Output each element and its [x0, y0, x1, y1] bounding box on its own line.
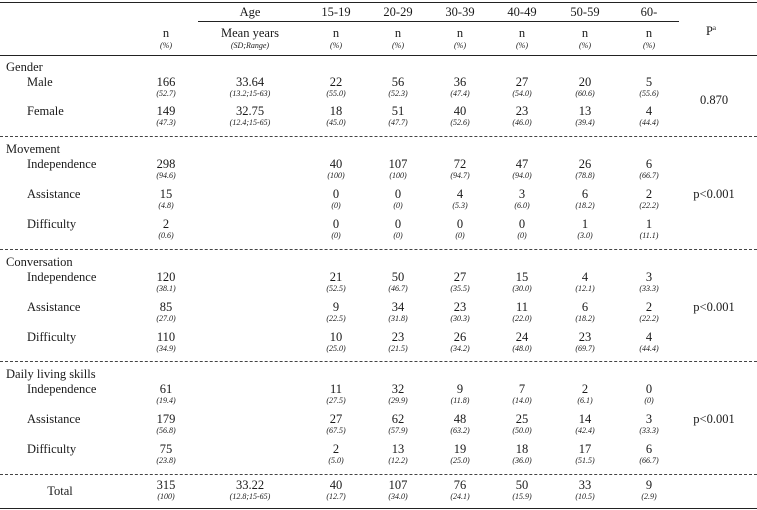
row-label: Difficulty — [27, 217, 77, 231]
mean-years-value: 33.64 — [235, 75, 265, 89]
age-group-value: 0 — [456, 217, 464, 231]
age-group-percent: (35.5) — [450, 284, 470, 293]
row-label: Difficulty — [27, 442, 77, 456]
age-group-percent: (33.3) — [639, 426, 659, 435]
age-group-value: 56 — [391, 75, 405, 89]
age-n-header: n — [518, 26, 526, 40]
age-group-percent: (11.8) — [450, 396, 470, 405]
age-group-value: 24 — [515, 330, 529, 344]
total-age-group-percent: (34.0) — [388, 492, 408, 501]
age-group-percent: (6.0) — [514, 201, 530, 210]
age-group-value: 23 — [391, 330, 405, 344]
age-group-value: 18 — [515, 442, 529, 456]
age-group-value: 26 — [578, 157, 592, 171]
age-group-percent: (22.2) — [639, 201, 659, 210]
total-n-percent: (100) — [157, 492, 175, 501]
age-group-percent: (52.5) — [326, 284, 346, 293]
age-group-percent: (60.6) — [575, 89, 595, 98]
age-percent-header: (%) — [392, 41, 404, 50]
mean-sub-header: (SD;Range) — [230, 41, 270, 50]
p-value: p<0.001 — [693, 300, 735, 314]
age-group-percent: (22.2) — [639, 314, 659, 323]
row-label: Assistance — [27, 412, 81, 426]
age-group-value: 9 — [332, 300, 340, 314]
age-group-value: 51 — [391, 104, 405, 118]
age-group-value: 40 — [453, 104, 467, 118]
age-group-value: 3 — [645, 412, 653, 426]
row-label: Independence — [27, 157, 97, 171]
section-divider — [0, 136, 757, 137]
age-group-value: 2 — [645, 300, 653, 314]
age-group-value: 1 — [645, 217, 653, 231]
age-group-value: 0 — [332, 217, 340, 231]
age-group-value: 107 — [388, 157, 408, 171]
age-group-percent: (46.0) — [512, 118, 532, 127]
age-group-value: 6 — [645, 157, 653, 171]
age-group-header: 30-39 — [445, 5, 475, 19]
age-group-value: 21 — [329, 270, 343, 284]
age-group-value: 23 — [578, 330, 592, 344]
age-group-percent: (47.4) — [450, 89, 470, 98]
age-group-percent: (3.0) — [577, 231, 593, 240]
age-percent-header: (%) — [516, 41, 528, 50]
age-group-percent: (31.8) — [388, 314, 408, 323]
age-percent-header: (%) — [579, 41, 591, 50]
n-percent: (56.8) — [156, 426, 176, 435]
age-group-percent: (6.1) — [577, 396, 593, 405]
total-mean-years-percent: (12.8;15-65) — [229, 492, 271, 501]
age-group-header: 15-19 — [321, 5, 351, 19]
p-value-footnote-mark: a — [712, 23, 717, 32]
p-value: p<0.001 — [693, 412, 735, 426]
age-group-value: 5 — [645, 75, 653, 89]
age-group-percent: (34.2) — [450, 344, 470, 353]
section-title: Movement — [6, 142, 61, 156]
age-group-percent: (36.0) — [512, 456, 532, 465]
age-group-percent: (0) — [644, 396, 654, 405]
section-title: Conversation — [6, 255, 73, 269]
age-group-value: 34 — [391, 300, 405, 314]
age-group-value: 4 — [645, 330, 653, 344]
age-group-value: 11 — [329, 382, 343, 396]
p-value: 0.870 — [699, 93, 729, 107]
age-group-value: 23 — [453, 300, 467, 314]
age-group-percent: (94.7) — [450, 171, 470, 180]
age-header-rule — [198, 21, 679, 22]
age-group-percent: (18.2) — [575, 201, 595, 210]
age-group-percent: (0) — [393, 231, 403, 240]
age-group-percent: (57.9) — [388, 426, 408, 435]
age-group-percent: (44.4) — [639, 344, 659, 353]
age-percent-header: (%) — [330, 41, 342, 50]
age-group-value: 36 — [453, 75, 467, 89]
age-group-value: 2 — [645, 187, 653, 201]
n-percent: (4.8) — [158, 201, 174, 210]
n-value: 120 — [156, 270, 176, 284]
total-age-group-percent: (10.5) — [575, 492, 595, 501]
age-group-value: 6 — [645, 442, 653, 456]
total-age-group-value: 107 — [388, 478, 408, 492]
age-group-value: 20 — [578, 75, 592, 89]
age-group-value: 0 — [394, 217, 402, 231]
n-value: 298 — [156, 157, 176, 171]
age-header: Age — [239, 5, 261, 19]
section-divider — [0, 474, 757, 475]
age-group-percent: (12.2) — [388, 456, 408, 465]
n-percent: (94.6) — [156, 171, 176, 180]
age-group-percent: (0) — [331, 231, 341, 240]
total-age-group-percent: (15.9) — [512, 492, 532, 501]
age-group-percent: (14.0) — [512, 396, 532, 405]
age-group-value: 62 — [391, 412, 405, 426]
row-label: Independence — [27, 270, 97, 284]
age-n-header: n — [332, 26, 340, 40]
age-group-value: 9 — [456, 382, 464, 396]
age-group-value: 4 — [581, 270, 589, 284]
age-group-percent: (30.3) — [450, 314, 470, 323]
age-group-value: 7 — [518, 382, 526, 396]
age-group-header: 60- — [640, 5, 658, 19]
age-group-percent: (0) — [331, 201, 341, 210]
total-mean-years-value: 33.22 — [235, 478, 265, 492]
age-group-value: 48 — [453, 412, 467, 426]
age-group-value: 6 — [581, 300, 589, 314]
age-group-value: 23 — [515, 104, 529, 118]
age-group-percent: (30.0) — [512, 284, 532, 293]
age-group-percent: (11.1) — [639, 231, 659, 240]
age-group-percent: (22.0) — [512, 314, 532, 323]
total-label: Total — [47, 484, 73, 498]
age-group-percent: (100) — [389, 171, 407, 180]
row-label: Independence — [27, 382, 97, 396]
age-n-header: n — [581, 26, 589, 40]
n-value: 2 — [162, 217, 170, 231]
n-percent: (34.9) — [156, 344, 176, 353]
age-group-percent: (66.7) — [639, 171, 659, 180]
percent-header: (%) — [160, 41, 172, 50]
n-percent: (0.6) — [158, 231, 174, 240]
age-group-percent: (66.7) — [639, 456, 659, 465]
age-group-percent: (39.4) — [575, 118, 595, 127]
section-divider — [0, 361, 757, 362]
n-percent: (19.4) — [156, 396, 176, 405]
total-age-group-percent: (12.7) — [326, 492, 346, 501]
age-group-value: 22 — [329, 75, 343, 89]
age-group-percent: (21.5) — [388, 344, 408, 353]
mean-years-value: 32.75 — [235, 104, 265, 118]
n-value: 61 — [159, 382, 173, 396]
age-group-value: 26 — [453, 330, 467, 344]
age-group-value: 0 — [332, 187, 340, 201]
p-value-header: $P^a$ — [705, 23, 717, 38]
age-group-percent: (67.5) — [326, 426, 346, 435]
age-group-value: 14 — [578, 412, 592, 426]
age-group-percent: (29.9) — [388, 396, 408, 405]
age-group-percent: (78.8) — [575, 171, 595, 180]
p-value: p<0.001 — [693, 187, 735, 201]
age-group-value: 50 — [391, 270, 405, 284]
row-label: Difficulty — [27, 330, 77, 344]
age-group-value: 2 — [581, 382, 589, 396]
age-percent-header: (%) — [643, 41, 655, 50]
header-rule — [0, 55, 757, 56]
n-value: 15 — [159, 187, 173, 201]
age-group-percent: (25.0) — [326, 344, 346, 353]
row-label: Male — [27, 75, 53, 89]
age-group-header: 50-59 — [570, 5, 600, 19]
n-value: 149 — [156, 104, 176, 118]
age-group-percent: (44.4) — [639, 118, 659, 127]
age-group-percent: (47.7) — [388, 118, 408, 127]
n-value: 166 — [156, 75, 176, 89]
age-group-value: 3 — [645, 270, 653, 284]
age-group-percent: (63.2) — [450, 426, 470, 435]
row-label: Female — [27, 104, 64, 118]
age-group-percent: (27.5) — [326, 396, 346, 405]
row-label: Assistance — [27, 187, 81, 201]
age-group-value: 13 — [578, 104, 592, 118]
age-percent-header: (%) — [454, 41, 466, 50]
age-group-value: 4 — [456, 187, 464, 201]
age-group-value: 10 — [329, 330, 343, 344]
age-group-value: 72 — [453, 157, 467, 171]
age-group-value: 27 — [515, 75, 529, 89]
age-group-value: 0 — [645, 382, 653, 396]
age-group-value: 27 — [329, 412, 343, 426]
age-group-value: 25 — [515, 412, 529, 426]
age-group-percent: (48.0) — [512, 344, 532, 353]
age-group-value: 15 — [515, 270, 529, 284]
n-value: 110 — [156, 330, 176, 344]
bottom-rule — [0, 508, 757, 509]
age-group-value: 47 — [515, 157, 529, 171]
age-group-value: 4 — [645, 104, 653, 118]
age-group-percent: (50.0) — [512, 426, 532, 435]
age-group-percent: (52.6) — [450, 118, 470, 127]
total-age-group-value: 50 — [515, 478, 529, 492]
age-group-percent: (51.5) — [575, 456, 595, 465]
total-n-value: 315 — [156, 478, 176, 492]
n-header: n — [162, 26, 170, 40]
age-group-value: 11 — [515, 300, 529, 314]
age-group-percent: (0) — [393, 201, 403, 210]
n-value: 75 — [159, 442, 173, 456]
mean-years-header: Mean years — [221, 26, 279, 40]
age-group-percent: (18.2) — [575, 314, 595, 323]
age-group-percent: (33.3) — [639, 284, 659, 293]
age-group-percent: (100) — [327, 171, 345, 180]
age-group-value: 3 — [518, 187, 526, 201]
age-group-value: 13 — [391, 442, 405, 456]
age-group-percent: (0) — [455, 231, 465, 240]
age-group-percent: (55.0) — [326, 89, 346, 98]
age-group-value: 0 — [518, 217, 526, 231]
age-group-value: 40 — [329, 157, 343, 171]
section-title: Gender — [6, 60, 43, 74]
section-divider — [0, 249, 757, 250]
top-rule — [0, 2, 757, 3]
age-group-value: 1 — [581, 217, 589, 231]
section-title: Daily living skills — [6, 367, 96, 381]
row-label: Assistance — [27, 300, 81, 314]
age-group-percent: (52.3) — [388, 89, 408, 98]
age-n-header: n — [394, 26, 402, 40]
age-group-value: 17 — [578, 442, 592, 456]
n-percent: (27.0) — [156, 314, 176, 323]
total-age-group-percent: (2.9) — [641, 492, 657, 501]
age-group-value: 2 — [332, 442, 340, 456]
mean-years-percent: (12.4;15-65) — [229, 118, 271, 127]
age-group-header: 20-29 — [383, 5, 413, 19]
total-age-group-value: 76 — [453, 478, 467, 492]
age-group-value: 0 — [394, 187, 402, 201]
age-group-percent: (46.7) — [388, 284, 408, 293]
age-group-percent: (0) — [517, 231, 527, 240]
total-age-group-value: 33 — [578, 478, 592, 492]
age-group-value: 32 — [391, 382, 405, 396]
age-group-percent: (25.0) — [450, 456, 470, 465]
total-age-group-value: 9 — [645, 478, 653, 492]
total-age-group-percent: (24.1) — [450, 492, 470, 501]
age-group-value: 27 — [453, 270, 467, 284]
mean-years-percent: (13.2;15-63) — [229, 89, 271, 98]
age-group-value: 6 — [581, 187, 589, 201]
n-percent: (47.3) — [156, 118, 176, 127]
age-group-percent: (5.0) — [328, 456, 344, 465]
age-group-value: 19 — [453, 442, 467, 456]
total-age-group-value: 40 — [329, 478, 343, 492]
age-n-header: n — [456, 26, 464, 40]
age-group-value: 18 — [329, 104, 343, 118]
age-n-header: n — [645, 26, 653, 40]
age-group-percent: (12.1) — [575, 284, 595, 293]
age-group-header: 40-49 — [507, 5, 537, 19]
age-group-percent: (55.6) — [639, 89, 659, 98]
n-percent: (52.7) — [156, 89, 176, 98]
age-group-percent: (94.0) — [512, 171, 532, 180]
age-group-percent: (45.0) — [326, 118, 346, 127]
age-group-percent: (5.3) — [452, 201, 468, 210]
age-group-percent: (22.5) — [326, 314, 346, 323]
n-percent: (23.8) — [156, 456, 176, 465]
n-value: 179 — [156, 412, 176, 426]
age-group-percent: (42.4) — [575, 426, 595, 435]
age-group-percent: (54.0) — [512, 89, 532, 98]
n-percent: (38.1) — [156, 284, 176, 293]
age-group-percent: (69.7) — [575, 344, 595, 353]
n-value: 85 — [159, 300, 173, 314]
